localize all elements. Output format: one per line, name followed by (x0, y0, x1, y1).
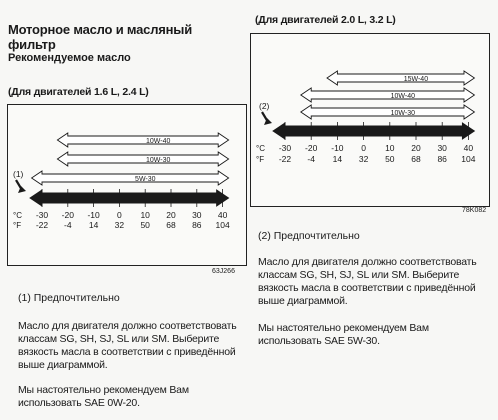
fahrenheit-tick-label: 50 (385, 154, 395, 164)
right-engine-label: (Для двигателей 2.0 L, 3.2 L) (255, 14, 396, 26)
viscosity-label: 10W-30 (390, 110, 415, 117)
fahrenheit-tick-label: 50 (140, 220, 150, 230)
left-chart-svg (8, 105, 246, 265)
celsius-tick-label: 30 (192, 210, 202, 220)
viscosity-label: 10W-40 (146, 138, 171, 145)
right-preferred-note: (2) Предпочтительно (258, 230, 360, 242)
celsius-tick-label: -20 (61, 210, 74, 220)
fahrenheit-tick-label: -4 (307, 154, 315, 164)
celsius-tick-label: 40 (463, 143, 474, 153)
viscosity-bar-10w-40 (301, 88, 475, 102)
right-chart-code: 78K082 (462, 207, 487, 214)
fahrenheit-tick-label: 104 (215, 220, 230, 230)
left-recommendation: Мы настоятельно рекомендуем Вам использовать SAE 0W-20. (18, 384, 189, 409)
viscosity-bar-10w-30 (301, 105, 475, 119)
right-oil-paragraph: Масло для двигателя должно соответствовать классам SG, SH, SJ, SL или SM. Выберите вязкость масла в соответствии с приведённой выше диаграммой. (258, 256, 477, 307)
viscosity-bar-15w-40 (327, 71, 474, 85)
preferred-marker-label: (1) (13, 169, 24, 179)
fahrenheit-tick-label: 14 (332, 154, 343, 164)
fahrenheit-tick-label: 68 (411, 154, 421, 164)
left-preferred-note: (1) Предпочтительно (18, 292, 120, 304)
viscosity-label: 10W-30 (146, 157, 171, 164)
viscosity-label: 10W-40 (390, 93, 415, 100)
right-recommendation: Мы настоятельно рекомендуем Вам использовать SAE 5W-30. (258, 322, 429, 347)
celsius-tick-label: 40 (217, 210, 228, 220)
viscosity-bar-5w-30 (273, 123, 474, 139)
celsius-tick-label: 0 (361, 143, 366, 153)
fahrenheit-tick-label: 86 (192, 220, 202, 230)
viscosity-bar-0w-20 (30, 190, 229, 206)
celsius-tick-label: 10 (385, 143, 395, 153)
right-chart-svg (251, 34, 489, 206)
left-chart-code: 63J266 (212, 268, 235, 275)
celsius-tick-label: -20 (305, 143, 318, 153)
preferred-marker-label: (2) (259, 101, 270, 111)
viscosity-bar-10w-30 (57, 152, 228, 166)
celsius-unit: °C (13, 211, 22, 220)
celsius-tick-label: 30 (437, 143, 447, 153)
celsius-tick-label: -10 (87, 210, 100, 220)
celsius-tick-label: -10 (331, 143, 344, 153)
fahrenheit-unit: °F (256, 155, 265, 164)
fahrenheit-tick-label: -22 (35, 220, 49, 230)
viscosity-label: 5W-30 (135, 176, 156, 183)
fahrenheit-tick-label: 32 (114, 220, 125, 230)
right-viscosity-chart (250, 33, 490, 207)
celsius-tick-label: -30 (35, 210, 49, 220)
viscosity-label: 15W-40 (403, 76, 429, 83)
fahrenheit-tick-label: -4 (64, 220, 72, 230)
celsius-tick-label: 20 (166, 210, 176, 220)
fahrenheit-tick-label: 68 (166, 220, 176, 230)
left-oil-paragraph: Масло для двигателя должно соответствовать классам SG, SH, SJ, SL или SM. Выберите вязкость масла в соответствии с приведённой выше диаграммой. (18, 320, 237, 371)
fahrenheit-tick-label: 32 (358, 154, 369, 164)
viscosity-bar-10w-40 (57, 133, 228, 147)
section-subtitle: Рекомендуемое масло (8, 52, 131, 64)
celsius-unit: °C (256, 144, 265, 153)
fahrenheit-tick-label: 14 (88, 220, 99, 230)
celsius-tick-label: 10 (140, 210, 150, 220)
fahrenheit-tick-label: -22 (278, 154, 292, 164)
celsius-tick-label: 0 (117, 210, 122, 220)
celsius-tick-label: -30 (278, 143, 292, 153)
section-title: Моторное масло и масляный фильтр (8, 22, 193, 52)
viscosity-bar-5w-30 (32, 171, 229, 185)
celsius-tick-label: 20 (411, 143, 421, 153)
fahrenheit-unit: °F (13, 221, 22, 230)
fahrenheit-tick-label: 86 (437, 154, 447, 164)
left-engine-label: (Для двигателей 1.6 L, 2.4 L) (8, 86, 149, 98)
fahrenheit-tick-label: 104 (461, 154, 476, 164)
left-viscosity-chart (7, 104, 247, 266)
